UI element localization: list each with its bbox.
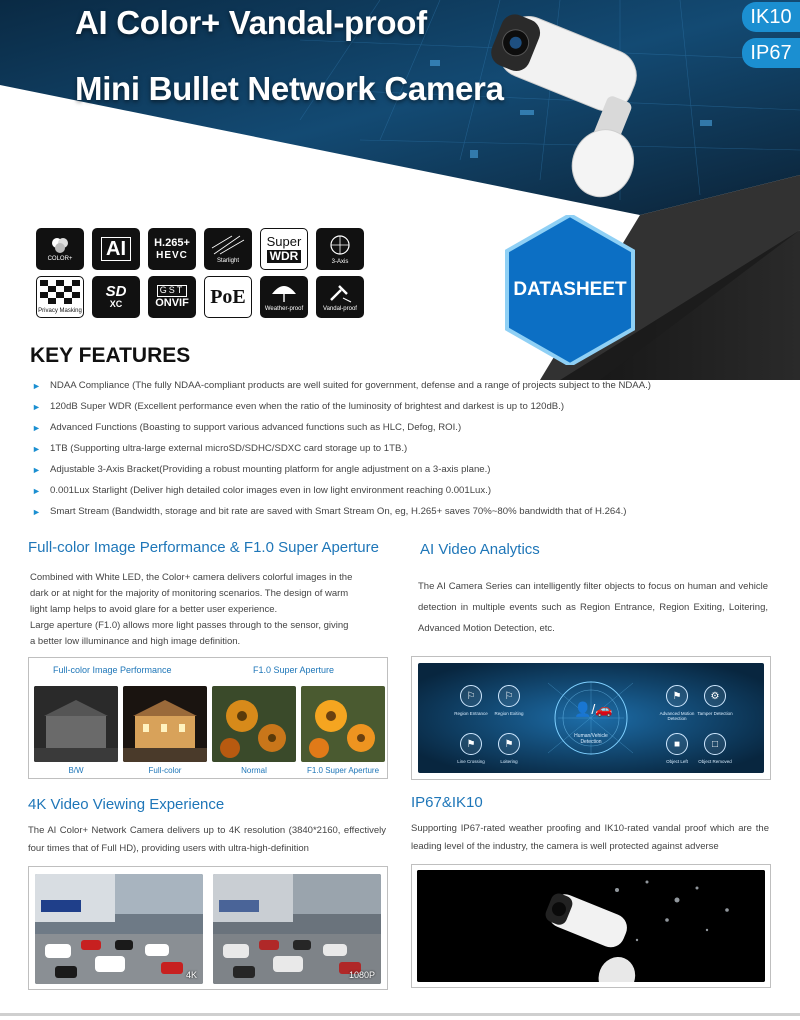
object-removed-icon: □ xyxy=(704,733,726,755)
bw-photo xyxy=(34,686,118,762)
normal-aperture-photo xyxy=(212,686,296,762)
color-plus-icon: COLOR+ xyxy=(36,228,84,270)
human-vehicle-icon: 👤/🚗 xyxy=(574,701,613,717)
poe-icon: PoE xyxy=(204,276,252,318)
region-entrance-icon: ⚐ xyxy=(460,685,482,707)
caption-normal: Normal xyxy=(241,766,267,775)
full-color-comparison-panel xyxy=(28,657,388,779)
object-removed-label: Object Removed xyxy=(698,759,732,764)
ai-analytics-graphic xyxy=(418,663,764,773)
vandal-proof-icon: Vandal-proof xyxy=(316,276,364,318)
4k-photo xyxy=(35,874,203,984)
arrow-icon: ► xyxy=(32,422,41,433)
advanced-motion-label: Advanced Motion Detection xyxy=(659,711,695,721)
arrow-icon: ► xyxy=(32,485,41,496)
hero-background xyxy=(0,0,800,380)
object-left-label: Object Left xyxy=(666,759,688,764)
3-axis-icon: 3-Axis xyxy=(316,228,364,270)
f10-aperture-photo xyxy=(301,686,385,762)
4k-section-title: 4K Video Viewing Experience xyxy=(28,796,225,813)
datasheet-label: DATASHEET xyxy=(513,279,627,300)
tamper-detection-icon: ⚙ xyxy=(704,685,726,707)
list-item: ► Smart Stream (Bandwidth, storage and bit rate are saved with Smart Stream On, eg, H.265+ saves 70%~80% bandwidth that of H.264.) xyxy=(32,506,627,517)
ip-ik-panel xyxy=(411,864,771,988)
list-item: ► Adjustable 3-Axis Bracket(Providing a robust mounting platform for angle adjustment on a 3-axis plane.) xyxy=(32,464,491,475)
4k-comparison-panel xyxy=(28,866,388,990)
ip-ik-section-title: IP67&IK10 xyxy=(411,794,483,811)
ik10-badge: IK10 xyxy=(742,2,800,32)
aperture-panel-label: F1.0 Super Aperture xyxy=(253,665,335,675)
caption-bw: B/W xyxy=(68,766,84,775)
arrow-icon: ► xyxy=(32,380,41,391)
water-splash-camera-photo xyxy=(417,870,765,982)
list-item: ► 0.001Lux Starlight (Deliver high detailed color images even in low light environment reaching 0.001Lux.) xyxy=(32,485,492,496)
region-exiting-icon: ⚐ xyxy=(498,685,520,707)
hero-title-line2: Mini Bullet Network Camera xyxy=(75,70,504,107)
full-color-photo xyxy=(123,686,207,762)
ip-ik-section-body: Supporting IP67-rated weather proofing and IK10-rated vandal proof which are the leading level of the industry, the camera is well protected against adverse xyxy=(411,823,769,852)
arrow-icon: ► xyxy=(32,401,41,412)
key-features-list xyxy=(32,375,792,522)
line-crossing-label: Line Crossing xyxy=(457,759,485,764)
tamper-detection-label: Tamper Detection xyxy=(697,711,733,716)
advanced-motion-icon: ⚑ xyxy=(666,685,688,707)
caption-f10: F1.0 Super Aperture xyxy=(306,766,380,775)
starlight-icon: Starlight xyxy=(204,228,252,270)
hero-title-line1: AI Color+ Vandal-proof xyxy=(75,4,427,41)
super-wdr-icon: Super WDR xyxy=(260,228,308,270)
4k-tag: 4K xyxy=(185,970,197,980)
list-item: ► 120dB Super WDR (Excellent performance even when the ratio of the luminosity of brightest and darkest is up to 120dB.) xyxy=(32,401,565,412)
ai-analytics-body: The AI Camera Series can intelligently filter objects to focus on human and vehicle detection in multiple events such as Region Entrance, Region Exiting, Loitering, Advanced Motion Detection, etc. xyxy=(418,581,768,634)
region-entrance-label: Region Entrance xyxy=(454,711,488,716)
arrow-icon: ► xyxy=(32,443,41,454)
full-color-section-title: Full-color Image Performance & F1.0 Super Aperture xyxy=(28,539,379,556)
region-exiting-label: Region Exiting xyxy=(494,711,524,716)
caption-full-color: Full-color xyxy=(148,766,182,775)
1080p-tag: 1080P xyxy=(348,970,375,980)
weather-proof-icon: Weather-proof xyxy=(260,276,308,318)
loitering-icon: ⚑ xyxy=(498,733,520,755)
4k-section-body: The AI Color+ Network Camera delivers up to 4K resolution (3840*2160, effectively four times that of Full HD), providing users with ultra-high-definition xyxy=(28,825,386,854)
list-item: ► 1TB (Supporting ultra-large external microSD/SDHC/SDXC card storage up to 1TB.) xyxy=(32,443,408,454)
ip67-badge: IP67 xyxy=(742,38,800,68)
privacy-masking-icon: Privacy Masking xyxy=(36,276,84,318)
1080p-photo xyxy=(213,874,381,984)
list-item: ► NDAA Compliance (The fully NDAA-compliant products are well suited for government, defense and a range of projects subject to the NDAA.) xyxy=(32,380,651,391)
loitering-label: Loitering xyxy=(500,759,518,764)
ai-analytics-panel xyxy=(411,656,771,780)
feature-icon-grid xyxy=(36,228,376,318)
ai-analytics-title: AI Video Analytics xyxy=(420,541,540,558)
human-vehicle-label: Human/Vehicle Detection xyxy=(574,733,608,745)
h265-hevc-icon: H.265+ HEVC xyxy=(148,228,196,270)
full-color-panel-label: Full-color Image Performance xyxy=(53,665,172,675)
onvif-icon: GST ONVIF xyxy=(148,276,196,318)
line-crossing-icon: ⚑ xyxy=(460,733,482,755)
datasheet-badge xyxy=(505,215,625,355)
key-features-title: KEY FEATURES xyxy=(30,344,191,367)
arrow-icon: ► xyxy=(32,464,41,475)
full-color-section-body: Combined with White LED, the Color+ camera delivers colorful images in the dark or at night for the majority of monitoring scenarios. The design of warm light lamp helps to avoid glare for a better user experience. Large aperture (F1.0) allows more light passes through to the sensor, giving a better low illuminance and high image definition. xyxy=(30,572,353,647)
arrow-icon: ► xyxy=(32,506,41,517)
list-item: ► Advanced Functions (Boasting to support various advanced functions such as HLC, Defog, ROI.) xyxy=(32,422,462,433)
ai-icon: AI xyxy=(92,228,140,270)
object-left-icon: ■ xyxy=(666,733,688,755)
footer-divider xyxy=(0,1013,800,1016)
sd-xc-icon: SD XC xyxy=(92,276,140,318)
hero-banner xyxy=(0,0,800,380)
